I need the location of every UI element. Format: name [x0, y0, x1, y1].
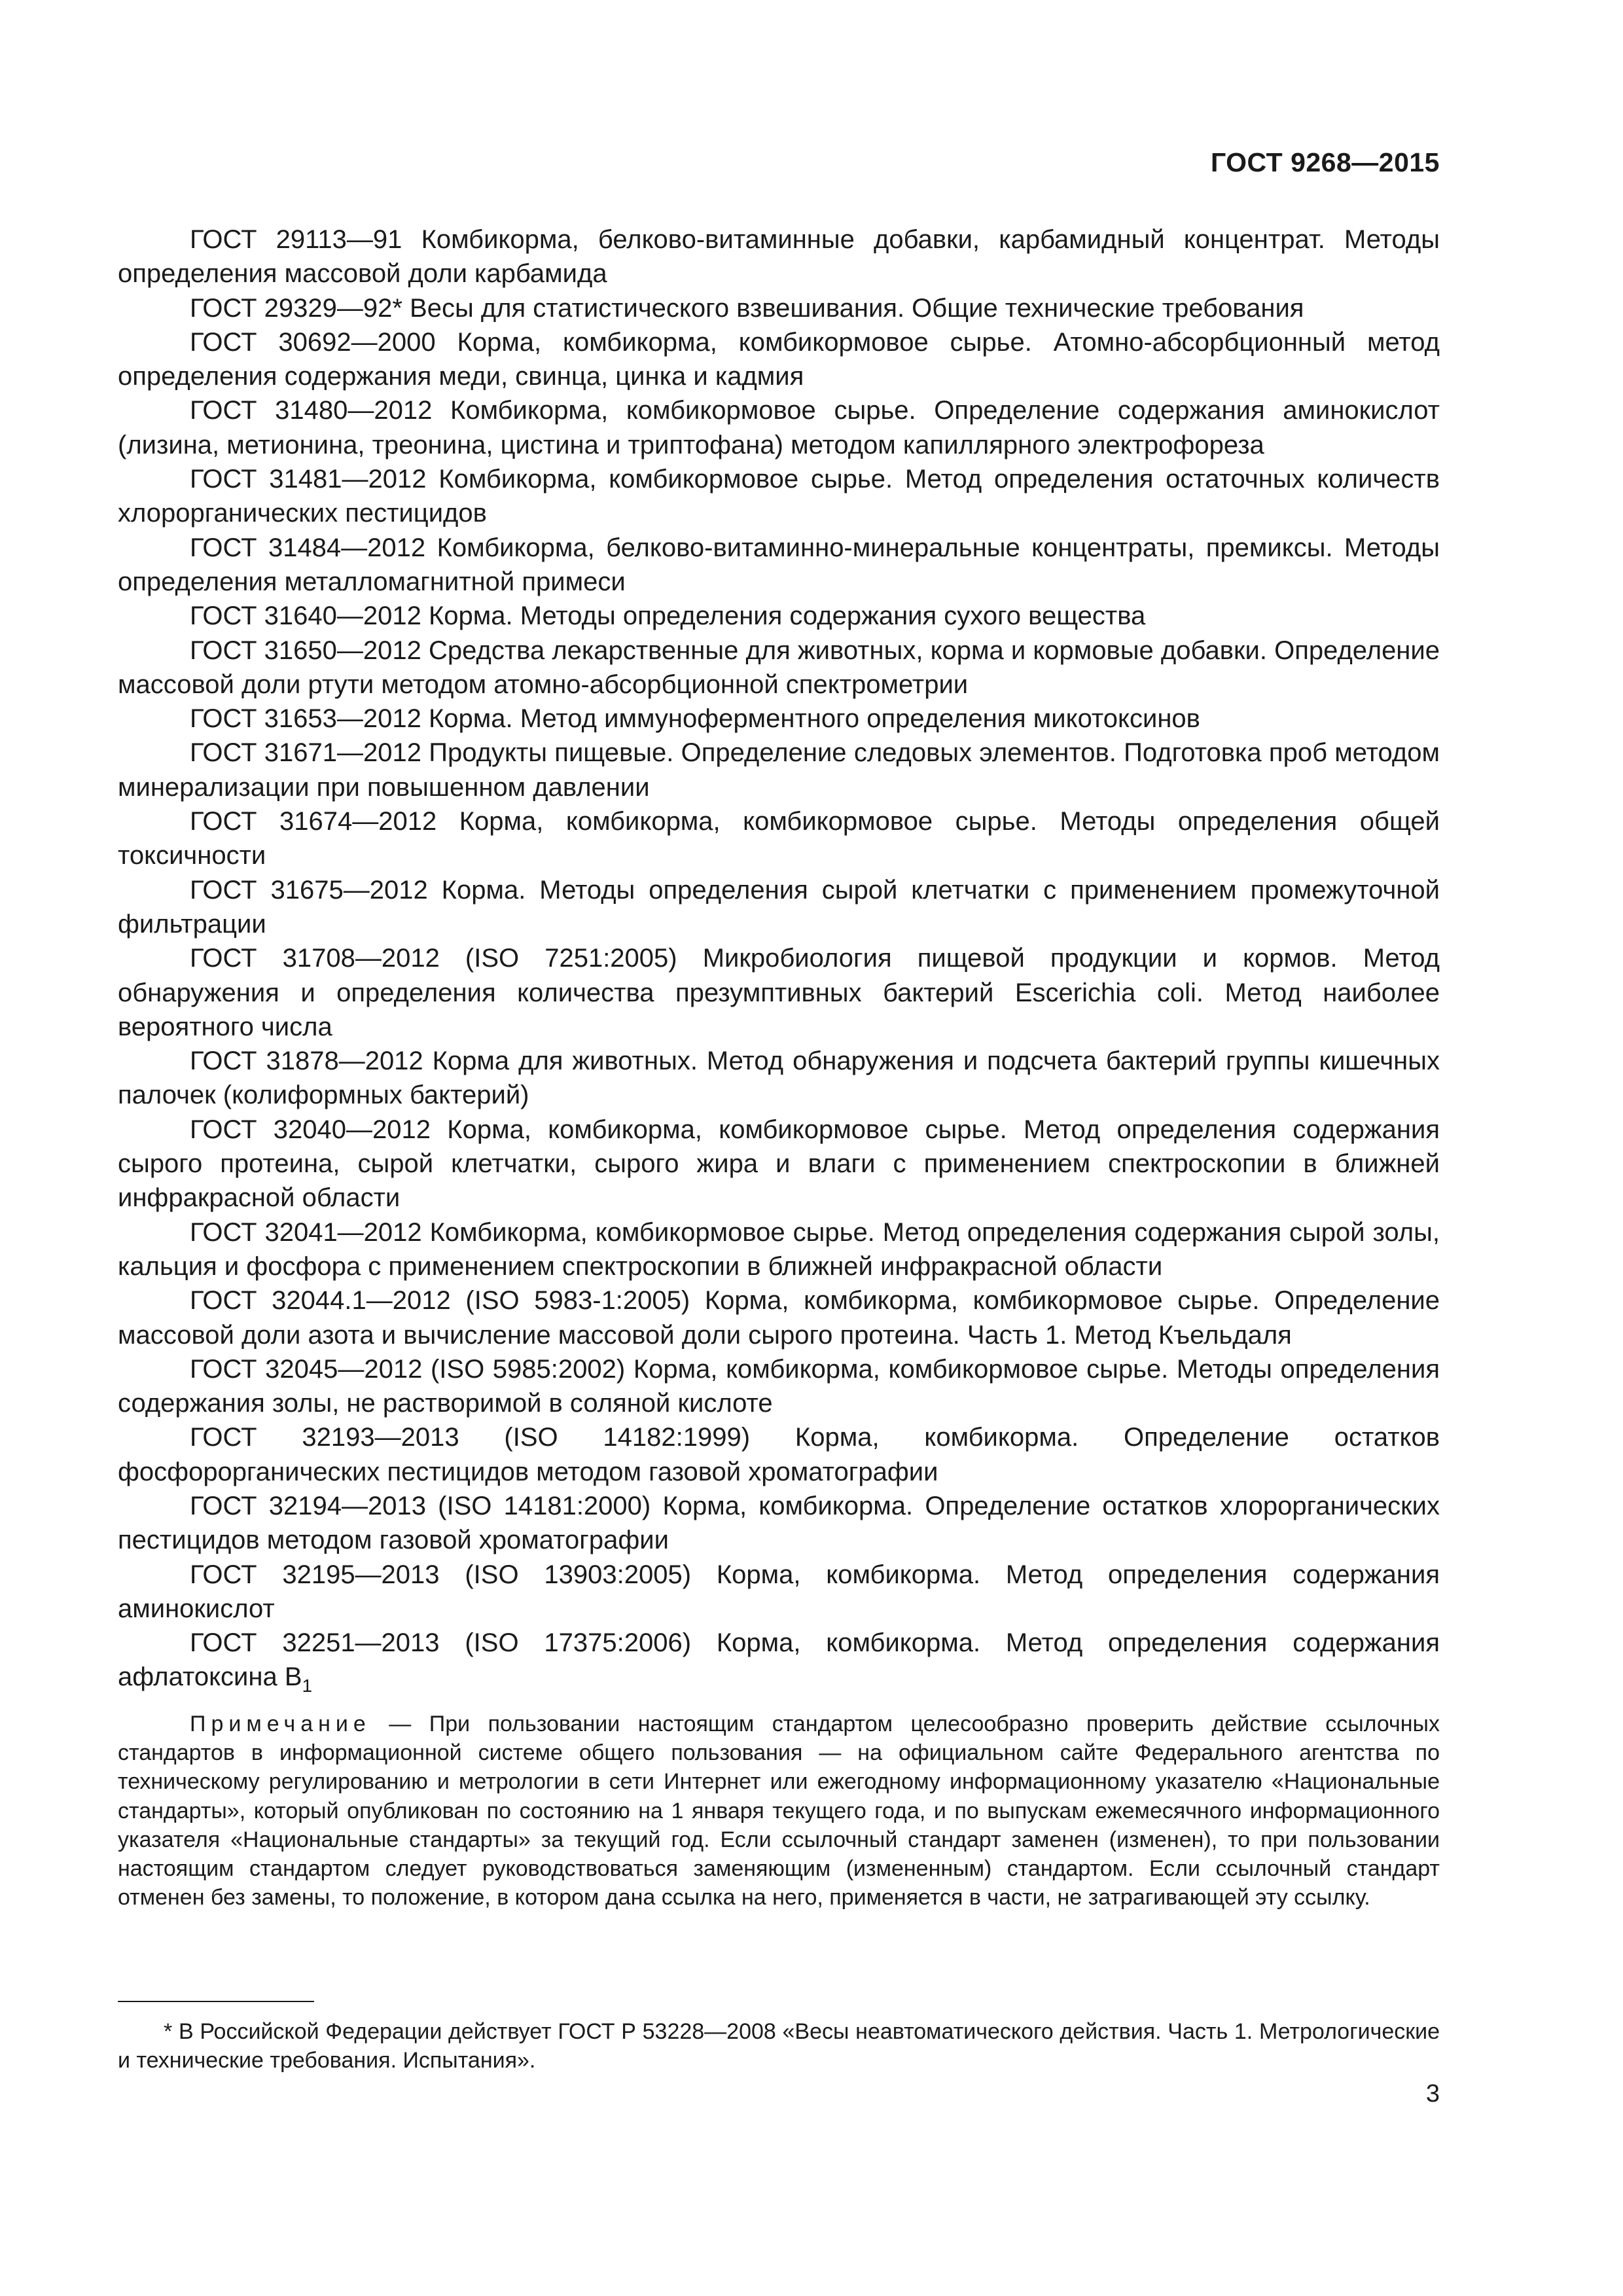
footnote — [118, 2017, 1440, 2075]
footnote-divider — [118, 2001, 314, 2002]
reference-item: ГОСТ 32193—2013 (ISO 14182:1999) Корма, комбикорма. Определение остатков фосфорорганических пестицидов методом газовой хроматографии — [118, 1423, 1440, 1486]
reference-item: ГОСТ 31878—2012 Корма для животных. Метод обнаружения и подсчета бактерий группы кишечных палочек (колиформных бактерий) — [118, 1047, 1440, 1110]
note-text: — При пользовании настоящим стандартом целесообразно проверить действие ссылочных стандартов в информационной системе общего пользования — на официальном сайте Федерального агентства по техническому регулированию и метрологии в сети Интернет или ежегодному информационному указателю «Национальные стандарты», который опубликован по состоянию на 1 января текущего года, и по выпускам ежемесячного информационного указателя «Национальные стандарты» за текущий год. Если ссылочный стандарт заменен (изменен), то при пользовании настоящим стандартом следует руководствоваться заменяющим (измененным) стандартом. Если ссылочный стандарт отменен без замены, то положение, в котором дана ссылка на него, применяется в части, не затрагивающей эту ссылку. — [118, 1712, 1440, 1910]
reference-item: ГОСТ 31674—2012 Корма, комбикорма, комбикормовое сырье. Методы определения общей токсичности — [118, 807, 1440, 870]
reference-item: ГОСТ 32041—2012 Комбикорма, комбикормовое сырье. Метод определения содержания сырой золы, кальция и фосфора с применением спектроскопии в ближней инфракрасной области — [118, 1217, 1440, 1281]
reference-item: ГОСТ 32195—2013 (ISO 13903:2005) Корма, комбикорма. Метод определения содержания аминокислот — [118, 1560, 1440, 1623]
reference-item: ГОСТ 30692—2000 Корма, комбикорма, комбикормовое сырье. Атомно-абсорбционный метод определения содержания меди, свинца, цинка и кадмия — [118, 327, 1440, 391]
reference-item: ГОСТ 31480—2012 Комбикорма, комбикормовое сырье. Определение содержания аминокислот (лизина, метионина, треонина, цистина и триптофана) методом капиллярного электрофореза — [118, 396, 1440, 459]
reference-text: ГОСТ 32251—2013 (ISO 17375:2006) Корма, комбикорма. Метод определения содержания афлатоксина B — [118, 1628, 1440, 1692]
reference-item: ГОСТ 31481—2012 Комбикорма, комбикормовое сырье. Метод определения остаточных количеств хлорорганических пестицидов — [118, 465, 1440, 528]
note-label: Примечание — [190, 1712, 371, 1736]
reference-item: ГОСТ 31650—2012 Средства лекарственные для животных, корма и кормовые добавки. Определение массовой доли ртути методом атомно-абсорбционной спектрометрии — [118, 636, 1440, 699]
reference-item: ГОСТ 31640—2012 Корма. Методы определения содержания сухого вещества — [190, 601, 1146, 631]
reference-item: ГОСТ 32045—2012 (ISO 5985:2002) Корма, комбикорма, комбикормовое сырье. Методы определения содержания золы, не растворимой в соляной кислоте — [118, 1354, 1440, 1418]
reference-item: ГОСТ 29329—92* Весы для статистического взвешивания. Общие технические требования — [190, 293, 1304, 323]
document-id-header: ГОСТ 9268—2015 — [1210, 147, 1440, 177]
footnote-text: * В Российской Федерации действует ГОСТ Р 53228—2008 «Весы неавтоматического действия. Часть 1. Метрологические и технические требования. Испытания». — [118, 2019, 1440, 2073]
reference-subscript: 1 — [302, 1676, 313, 1696]
reference-item: ГОСТ 31671—2012 Продукты пищевые. Определение следовых элементов. Подготовка проб методом минерализации при повышенном давлении — [118, 738, 1440, 802]
page-number: 3 — [1425, 2080, 1440, 2108]
reference-item-last — [118, 1626, 1440, 1695]
note-block — [118, 1710, 1440, 1912]
note-paragraph — [118, 1710, 1440, 1912]
reference-item: ГОСТ 31484—2012 Комбикорма, белково-витаминно-минеральные концентраты, премиксы. Методы определения металломагнитной примеси — [118, 533, 1440, 596]
reference-item: ГОСТ 31653—2012 Корма. Метод иммуноферментного определения микотоксинов — [190, 704, 1200, 734]
reference-item: ГОСТ 32194—2013 (ISO 14181:2000) Корма, комбикорма. Определение остатков хлорорганических пестицидов методом газовой хроматографии — [118, 1491, 1440, 1555]
reference-item: ГОСТ 32044.1—2012 (ISO 5983-1:2005) Корма, комбикорма, комбикормовое сырье. Определение массовой доли азота и вычисление массовой доли сырого протеина. Часть 1. Метод Къельдаля — [118, 1286, 1440, 1350]
reference-item: ГОСТ 31675—2012 Корма. Методы определения сырой клетчатки с применением промежуточной фильтрации — [118, 875, 1440, 939]
normative-references-list — [118, 223, 1440, 1695]
reference-item: ГОСТ 32040—2012 Корма, комбикорма, комбикормовое сырье. Метод определения содержания сырого протеина, сырой клетчатки, сырого жира и влаги с применением спектроскопии в ближней инфракрасной области — [118, 1115, 1440, 1213]
reference-item: ГОСТ 31708—2012 (ISO 7251:2005) Микробиология пищевой продукции и кормов. Метод обнаружения и определения количества презумптивных бактерий Escerichia coli. Метод наиболее вероятного числа — [118, 944, 1440, 1041]
reference-item: ГОСТ 29113—91 Комбикорма, белково-витаминные добавки, карбамидный концентрат. Методы определения массовой доли карбамида — [118, 225, 1440, 289]
